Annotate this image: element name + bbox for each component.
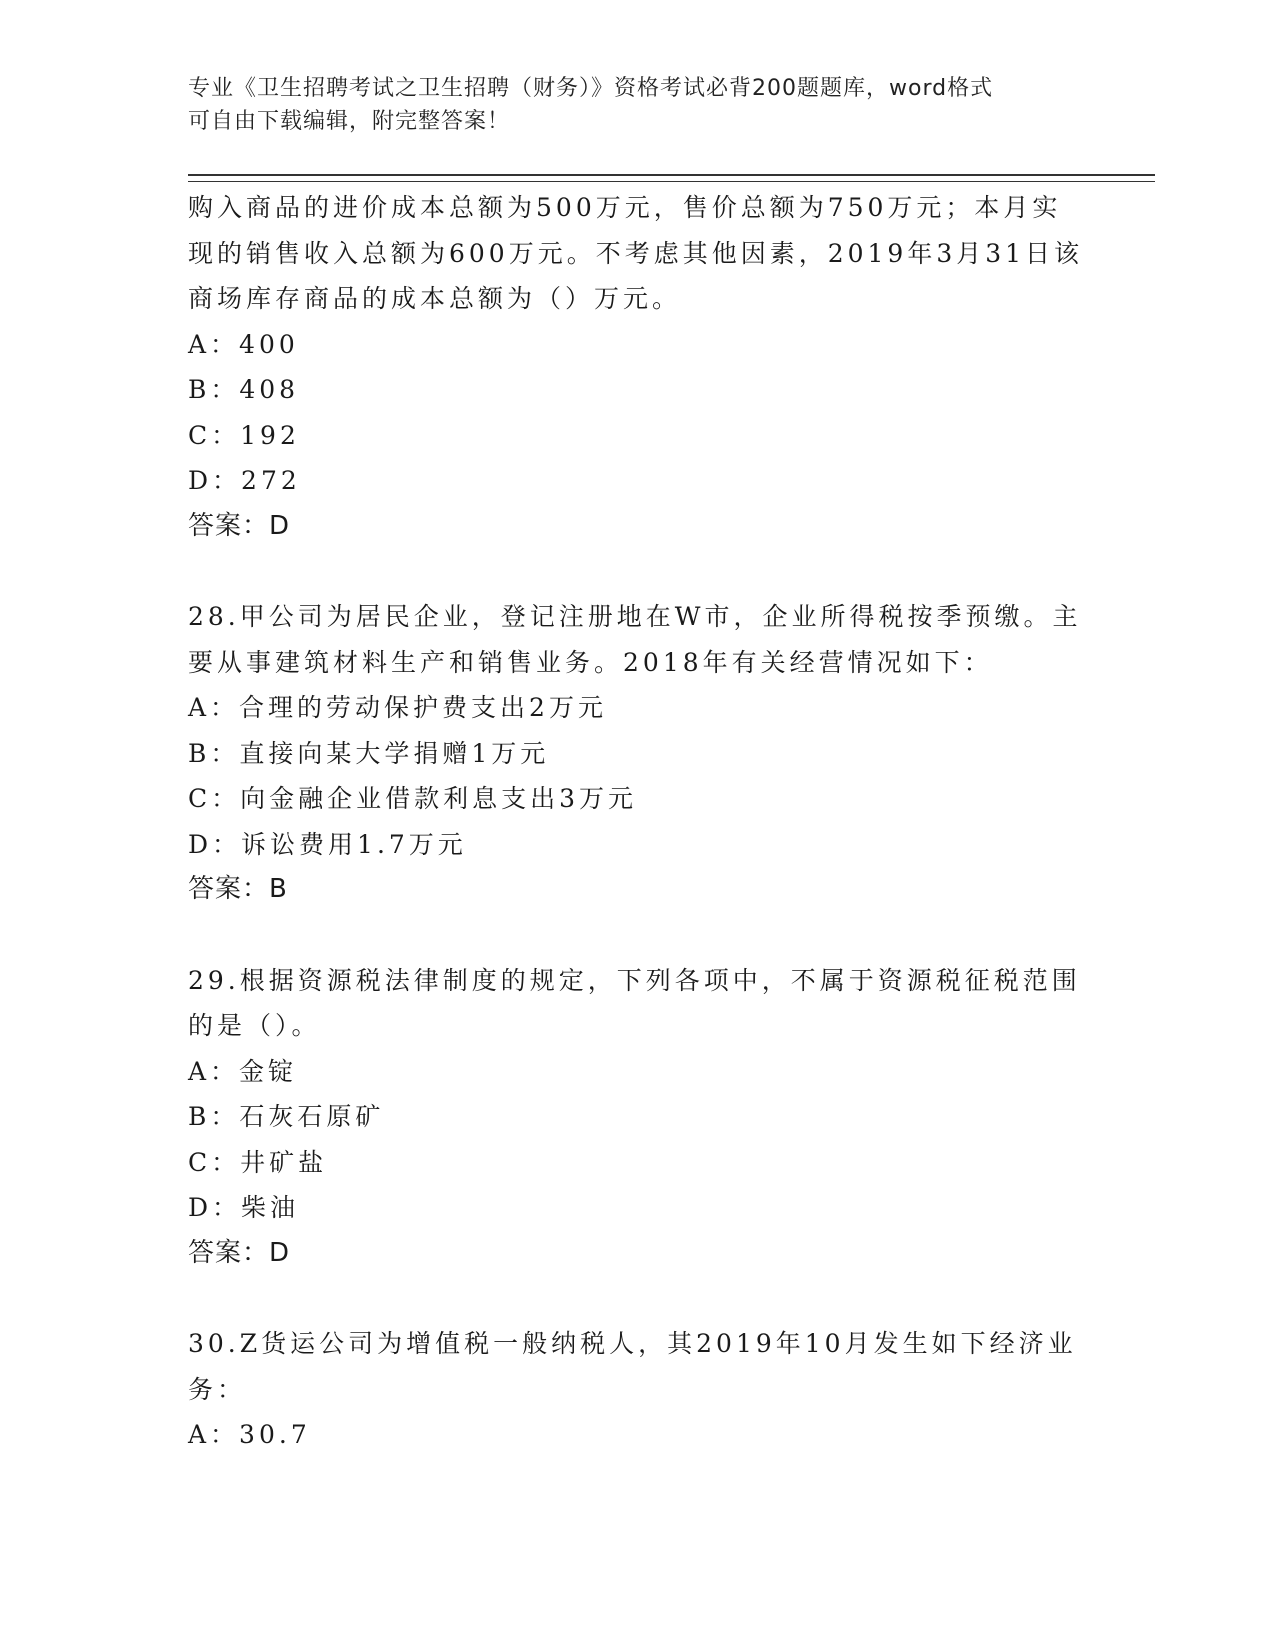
option-d: D：柴油 xyxy=(188,1193,300,1222)
question-30 xyxy=(188,1321,1088,1458)
option-c: C：井矿盐 xyxy=(188,1147,328,1177)
question-stem-line: 商场库存商品的成本总额为（）万元。 xyxy=(188,284,682,313)
option-b: B：直接向某大学捐赠1万元 xyxy=(188,738,550,768)
question-stem-line: 购入商品的进价成本总额为500万元，售价总额为750万元；本月实 xyxy=(188,193,1062,222)
option-c: C：向金融企业借款利息支出3万元 xyxy=(188,784,638,813)
header-rule-thin xyxy=(188,181,1155,182)
document-header xyxy=(188,72,1068,138)
option-d: D：272 xyxy=(188,466,301,495)
answer-label: 答案：B xyxy=(188,874,288,904)
question-stem-line: 务： xyxy=(188,1374,247,1404)
question-28 xyxy=(188,594,1088,913)
question-stem-line: 28.甲公司为居民企业，登记注册地在W市，企业所得税按季预缴。主 xyxy=(188,602,1082,631)
option-c: C：192 xyxy=(188,420,300,450)
question-list xyxy=(188,185,1088,1458)
question-stem-line: 要从事建筑材料生产和销售业务。2018年有关经营情况如下： xyxy=(188,647,993,677)
option-a: A：30.7 xyxy=(188,1420,311,1449)
question-stem-line: 现的销售收入总额为600万元。不考虑其他因素，2019年3月31日该 xyxy=(188,238,1084,268)
option-d: D：诉讼费用1.7万元 xyxy=(188,829,467,859)
option-a: A：合理的劳动保护费支出2万元 xyxy=(188,693,607,722)
question-stem-line: 的是（）。 xyxy=(188,1011,321,1040)
header-rule-thick xyxy=(188,174,1155,176)
answer-label: 答案：D xyxy=(188,510,291,541)
header-line-2: 可自由下载编辑，附完整答案！ xyxy=(188,109,511,134)
option-b: B：石灰石原矿 xyxy=(188,1102,385,1131)
header-line-1: 专业《卫生招聘考试之卫生招聘（财务）》资格考试必背200题题库，word格式 xyxy=(188,76,994,101)
question-stem-line: 30.Z货运公司为增值税一般纳税人，其2019年10月发生如下经济业 xyxy=(188,1329,1077,1358)
option-b: B：408 xyxy=(188,375,300,404)
option-a: A：金锭 xyxy=(188,1056,298,1086)
answer-label: 答案：D xyxy=(188,1237,291,1268)
question-27 xyxy=(188,185,1088,549)
question-stem-line: 29.根据资源税法律制度的规定，下列各项中，不属于资源税征税范围 xyxy=(188,965,1081,995)
question-29 xyxy=(188,958,1088,1277)
option-a: A：400 xyxy=(188,329,299,359)
